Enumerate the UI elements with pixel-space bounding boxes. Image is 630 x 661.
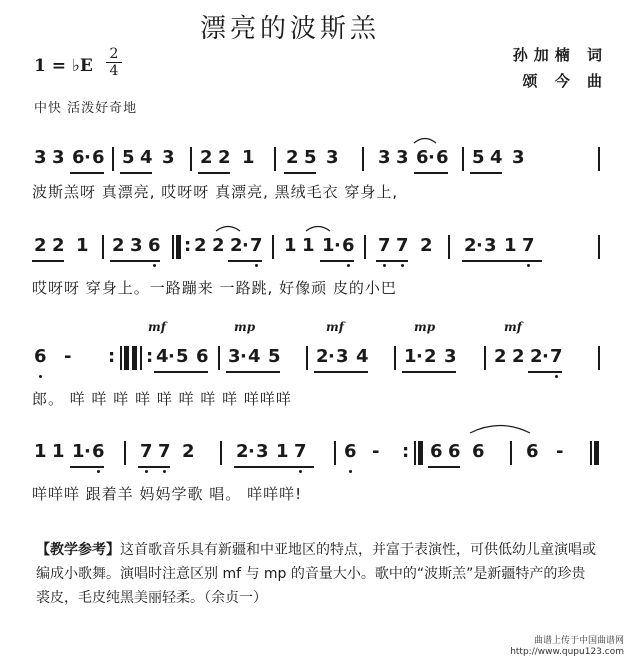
dynamic-marking: mf [326,320,344,334]
lyrics-row-3: 郎。 咩 咩 咩 咩 咩 咩 咩 咩 咩咩咩 [32,390,292,408]
teaching-note-label: 【教学参考】 [36,542,120,558]
notation-row-2: 2 2 1 2 3 6 : 2 2 2 · 7 1 1 1 · 6 7 7 2 2 · 3 1 7 [32,234,607,258]
meter-numerator: 2 [109,46,119,62]
notation-row-3: 6 - : : 4 · 5 6 3 · 4 5 2 · 3 4 1 · 2 3 2 2 2 · 7 [32,345,607,369]
dynamic-marking: mf [504,320,522,334]
meter-denominator: 4 [109,63,119,79]
tempo-marking: 中快 活泼好奇地 [34,101,138,116]
teaching-note-text: 这首歌音乐具有新疆和中亚地区的特点，并富于表演性，可供低幼儿童演唱或编成小歌舞。演唱时注意区别 mf 与 mp 的音量大小。歌中的“波斯羔”是新疆特产的珍贵裘皮，毛皮纯黑美丽轻柔。（余贞一） [36,542,596,606]
key-signature: 1 = ♭E [34,56,93,76]
composer-credit: 颂 今 曲 [522,72,608,90]
dynamic-marking: mp [414,320,436,334]
song-title: 漂亮的波斯羔 [200,14,381,44]
notation-row-1: 3 3 6 · 6 5 4 3 2 2 1 2 5 3 3 3 6 · 6 5 4 3 [32,146,607,170]
footer-watermark [510,636,624,658]
lyrics-row-2: 哎呀呀 穿身上。一路蹦来 一路跳, 好像顽 皮的小巴 [32,279,397,297]
dynamic-marking: mf [148,320,166,334]
footer-line-2: http://www.qupu123.com [510,647,624,657]
lyrics-row-1: 波斯羔呀 真漂亮, 哎呀呀 真漂亮, 黑绒毛衣 穿身上, [32,183,399,201]
dynamic-marking: mp [234,320,256,334]
footer-line-1: 曲谱上传于中国曲谱网 [533,636,624,646]
lyricist-credit: 孙加楠 词 [512,46,608,64]
notation-row-4: 1 1 1 · 6 7 7 2 2 · 3 1 7 6 - : 6 6 6 6 - [32,440,607,464]
lyrics-row-4: 咩咩咩 跟着羊 妈妈学歌 唱。 咩咩咩! [32,485,303,503]
teaching-note [36,538,596,610]
